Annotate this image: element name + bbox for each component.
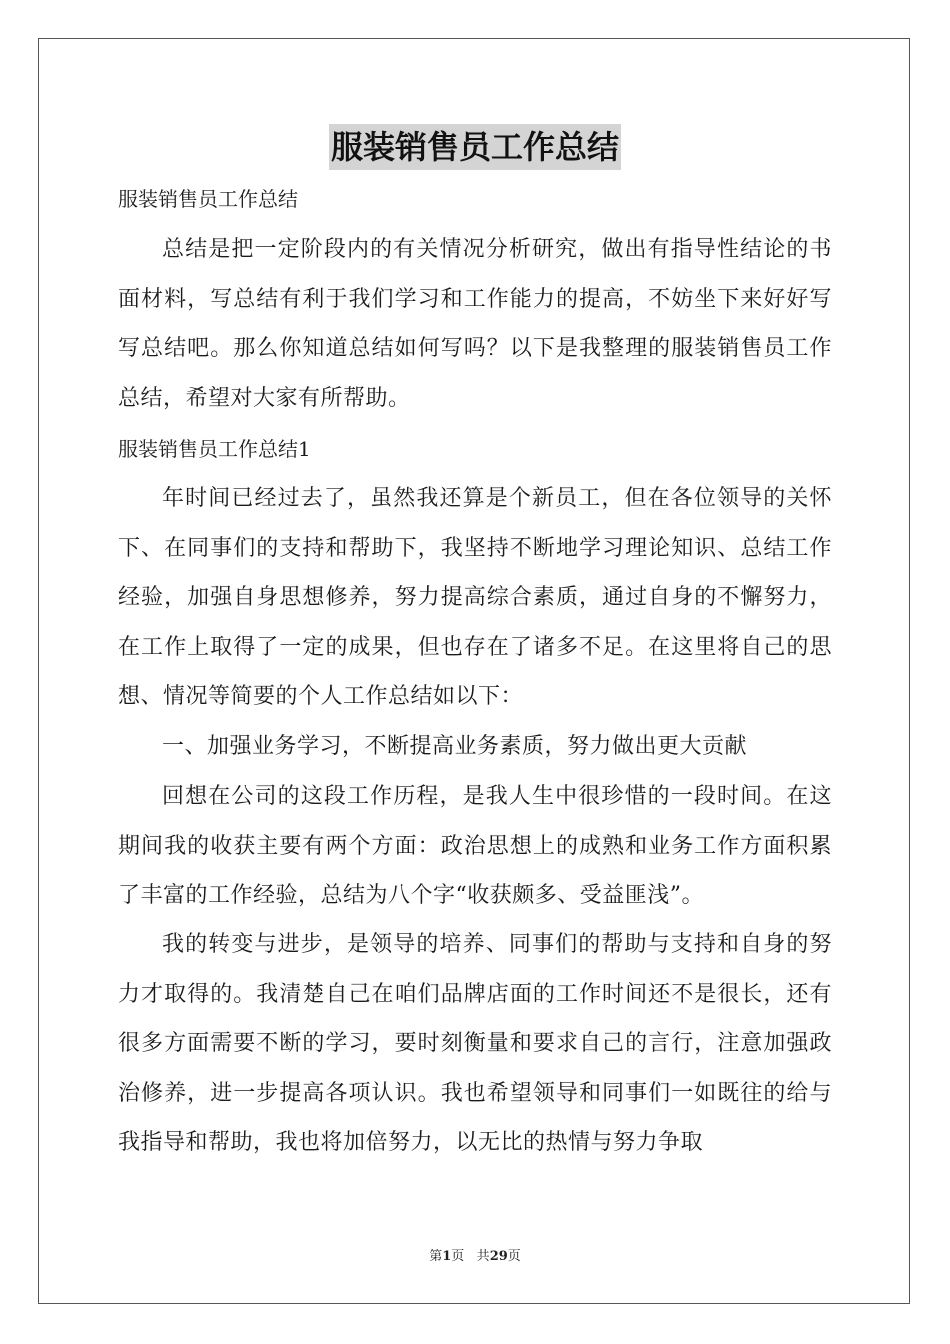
page-footer — [0, 1245, 950, 1264]
document-subtitle: 服装销售员工作总结 — [118, 187, 298, 211]
title-container — [0, 124, 950, 170]
page-prefix: 第 — [429, 1249, 443, 1264]
page-total: 29 — [489, 1249, 508, 1264]
section-heading: 服装销售员工作总结1 — [118, 437, 311, 461]
total-suffix: 页 — [507, 1249, 521, 1264]
document-title: 服装销售员工作总结 — [329, 124, 621, 170]
body-paragraph-1: 年时间已经过去了，虽然我还算是个新员工，但在各位领导的关怀下、在同事们的支持和帮助下，我坚持不断地学习理论知识、总结工作经验，加强自身思想修养，努力提高综合素质，通过自身的不懈努力，在工作上取得了一定的成果，但也存在了诸多不足。在这里将自己的思想、情况等简要的个人工作总结如以下： — [118, 486, 832, 709]
body-paragraph-2: 回想在公司的这段工作历程，是我人生中很珍惜的一段时间。在这期间我的收获主要有两个方面：政治思想上的成熟和业务工作方面积累了丰富的工作经验，总结为八个字“收获颇多、受益匪浅”。 — [118, 784, 832, 908]
total-prefix: 共 — [476, 1249, 490, 1264]
page-suffix: 页 — [451, 1249, 465, 1264]
page-current: 1 — [442, 1249, 452, 1264]
body-paragraph-3: 我的转变与进步，是领导的培养、同事们的帮助与支持和自身的努力才取得的。我清楚自己在咱们品牌店面的工作时间还不是很长，还有很多方面需要不断的学习，要时刻衡量和要求自己的言行，注意加强政治修养，进一步提高各项认识。我也希望领导和同事们一如既往的给与我指导和帮助，我也将加倍努力，以无比的热情与努力争取 — [118, 932, 832, 1155]
sub-heading-1: 一、加强业务学习，不断提高业务素质，努力做出更大贡献 — [162, 734, 748, 759]
intro-paragraph: 总结是把一定阶段内的有关情况分析研究，做出有指导性结论的书面材料，写总结有利于我们学习和工作能力的提高，不妨坐下来好好写写总结吧。那么你知道总结如何写吗？以下是我整理的服装销售员工作总结，希望对大家有所帮助。 — [118, 237, 832, 411]
